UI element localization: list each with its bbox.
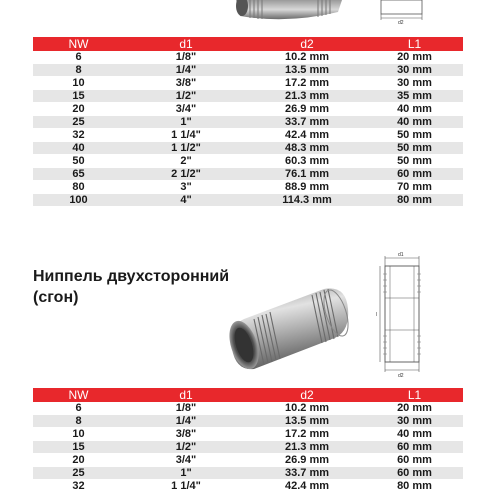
table-row bbox=[33, 116, 463, 129]
cell-d2: 33.7 mm bbox=[248, 116, 366, 129]
cell-d2: 48.3 mm bbox=[248, 142, 366, 155]
cell-d2: 17.2 mm bbox=[248, 428, 366, 441]
table-header-row bbox=[33, 37, 463, 51]
cell-d1: 1 1/2" bbox=[124, 142, 248, 155]
table-row bbox=[33, 467, 463, 480]
table-row bbox=[33, 454, 463, 467]
cell-l1: 60 mm bbox=[366, 168, 463, 181]
cell-d2: 17.2 mm bbox=[248, 77, 366, 90]
cell-d2: 21.3 mm bbox=[248, 441, 366, 454]
cell-d1: 1 1/4" bbox=[124, 480, 248, 493]
cell-nw: 50 bbox=[33, 155, 124, 168]
cell-d1: 3/4" bbox=[124, 103, 248, 116]
drawing-label-d2: d2 bbox=[398, 373, 404, 379]
cell-d2: 42.4 mm bbox=[248, 480, 366, 493]
cell-l1: 20 mm bbox=[366, 51, 463, 64]
column-header-d1: d1 bbox=[124, 37, 248, 51]
cell-d1: 1/2" bbox=[124, 441, 248, 454]
cell-d1: 2 1/2" bbox=[124, 168, 248, 181]
cell-nw: 10 bbox=[33, 428, 124, 441]
cell-d2: 114.3 mm bbox=[248, 194, 366, 207]
cell-l1: 20 mm bbox=[366, 402, 463, 415]
cell-nw: 80 bbox=[33, 181, 124, 194]
cell-l1: 40 mm bbox=[366, 103, 463, 116]
cell-d2: 33.7 mm bbox=[248, 467, 366, 480]
column-header-l1: L1 bbox=[366, 388, 463, 402]
product-title-line-1: Ниппель двухсторонний bbox=[33, 268, 230, 285]
cell-l1: 40 mm bbox=[366, 116, 463, 129]
table-row bbox=[33, 428, 463, 441]
column-header-d1: d1 bbox=[124, 388, 248, 402]
table-row bbox=[33, 441, 463, 454]
table-row bbox=[33, 64, 463, 77]
table-row bbox=[33, 480, 463, 493]
cell-d1: 1/2" bbox=[124, 90, 248, 103]
table-row bbox=[33, 103, 463, 116]
cell-nw: 6 bbox=[33, 402, 124, 415]
cell-l1: 50 mm bbox=[366, 155, 463, 168]
cell-d2: 60.3 mm bbox=[248, 155, 366, 168]
cell-l1: 30 mm bbox=[366, 64, 463, 77]
table-row bbox=[33, 194, 463, 207]
cell-d1: 3/8" bbox=[124, 428, 248, 441]
cell-l1: 50 mm bbox=[366, 129, 463, 142]
product-title bbox=[33, 266, 229, 308]
table-row bbox=[33, 129, 463, 142]
table-row bbox=[33, 402, 463, 415]
cell-nw: 32 bbox=[33, 480, 124, 493]
nipple-fitting-photo bbox=[228, 285, 353, 373]
cell-d2: 26.9 mm bbox=[248, 454, 366, 467]
drawing-label-d1: d1 bbox=[398, 252, 404, 258]
cell-d1: 1/8" bbox=[124, 402, 248, 415]
table-row bbox=[33, 51, 463, 64]
table-header-row bbox=[33, 388, 463, 402]
cell-nw: 40 bbox=[33, 142, 124, 155]
cell-l1: 50 mm bbox=[366, 142, 463, 155]
cell-nw: 8 bbox=[33, 64, 124, 77]
table-row bbox=[33, 90, 463, 103]
cell-l1: 60 mm bbox=[366, 441, 463, 454]
cell-d2: 42.4 mm bbox=[248, 129, 366, 142]
cell-nw: 10 bbox=[33, 77, 124, 90]
cell-nw: 15 bbox=[33, 90, 124, 103]
cell-nw: 20 bbox=[33, 454, 124, 467]
cell-d1: 1/8" bbox=[124, 51, 248, 64]
cell-l1: 30 mm bbox=[366, 77, 463, 90]
cell-d1: 1 1/4" bbox=[124, 129, 248, 142]
column-header-nw: NW bbox=[33, 37, 124, 51]
cell-l1: 40 mm bbox=[366, 428, 463, 441]
cell-nw: 20 bbox=[33, 103, 124, 116]
table-row bbox=[33, 181, 463, 194]
cell-l1: 60 mm bbox=[366, 467, 463, 480]
drawing-label-l: l bbox=[376, 312, 378, 318]
column-header-l1: L1 bbox=[366, 37, 463, 51]
cell-l1: 30 mm bbox=[366, 415, 463, 428]
spec-table-1 bbox=[33, 37, 463, 207]
technical-drawing bbox=[376, 252, 436, 380]
table-row bbox=[33, 415, 463, 428]
cell-d1: 4" bbox=[124, 194, 248, 207]
column-header-d2: d2 bbox=[248, 37, 366, 51]
pipe-fitting-photo-top bbox=[228, 0, 350, 24]
table-row bbox=[33, 142, 463, 155]
cell-l1: 70 mm bbox=[366, 181, 463, 194]
product-title-line-2: (сгон) bbox=[33, 289, 79, 306]
cell-d2: 88.9 mm bbox=[248, 181, 366, 194]
table-row bbox=[33, 155, 463, 168]
cell-d1: 3/4" bbox=[124, 454, 248, 467]
cell-l1: 80 mm bbox=[366, 194, 463, 207]
cell-d1: 1/4" bbox=[124, 64, 248, 77]
cell-d2: 26.9 mm bbox=[248, 103, 366, 116]
cell-d1: 1/4" bbox=[124, 415, 248, 428]
cell-d2: 76.1 mm bbox=[248, 168, 366, 181]
cell-d1: 1" bbox=[124, 467, 248, 480]
cell-l1: 80 mm bbox=[366, 480, 463, 493]
cell-l1: 60 mm bbox=[366, 454, 463, 467]
cell-d2: 13.5 mm bbox=[248, 415, 366, 428]
table-row bbox=[33, 77, 463, 90]
spec-table-2 bbox=[33, 388, 463, 493]
column-header-d2: d2 bbox=[248, 388, 366, 402]
cell-d2: 13.5 mm bbox=[248, 64, 366, 77]
cell-d1: 3/8" bbox=[124, 77, 248, 90]
cell-nw: 100 bbox=[33, 194, 124, 207]
cell-d2: 21.3 mm bbox=[248, 90, 366, 103]
cell-d1: 1" bbox=[124, 116, 248, 129]
cell-nw: 32 bbox=[33, 129, 124, 142]
cell-nw: 25 bbox=[33, 116, 124, 129]
cell-d2: 10.2 mm bbox=[248, 402, 366, 415]
cell-nw: 6 bbox=[33, 51, 124, 64]
cell-d1: 3" bbox=[124, 181, 248, 194]
column-header-nw: NW bbox=[33, 388, 124, 402]
cell-l1: 35 mm bbox=[366, 90, 463, 103]
cell-nw: 25 bbox=[33, 467, 124, 480]
cell-nw: 15 bbox=[33, 441, 124, 454]
cell-nw: 65 bbox=[33, 168, 124, 181]
cell-d1: 2" bbox=[124, 155, 248, 168]
cell-nw: 8 bbox=[33, 415, 124, 428]
technical-drawing-top bbox=[378, 0, 428, 26]
table-row bbox=[33, 168, 463, 181]
cell-d2: 10.2 mm bbox=[248, 51, 366, 64]
drawing-label-d2-top: d2 bbox=[398, 20, 404, 26]
